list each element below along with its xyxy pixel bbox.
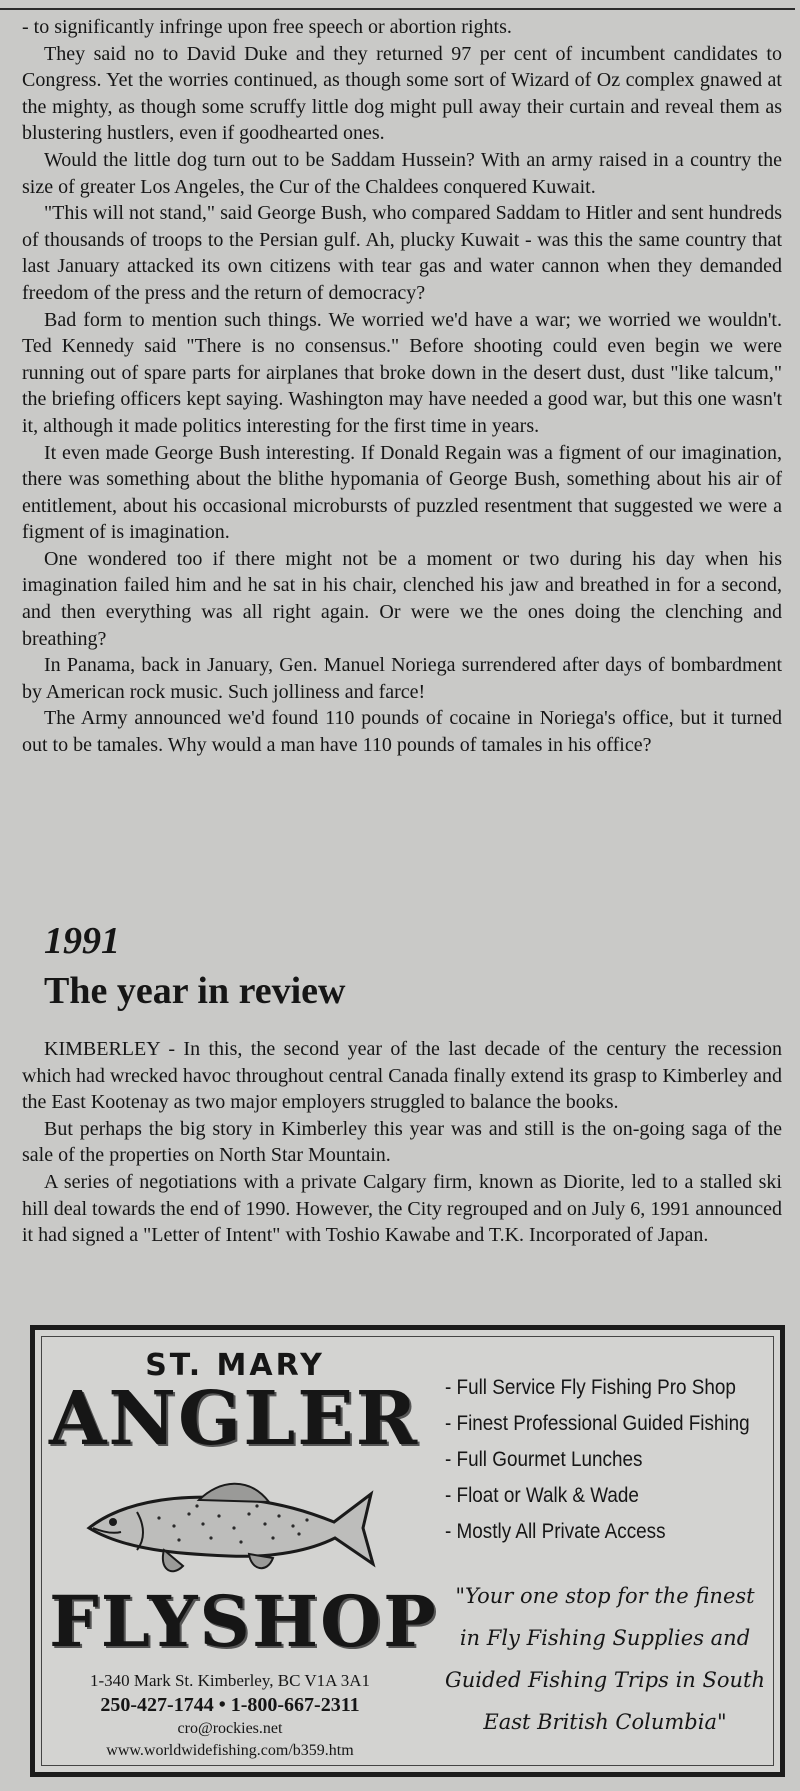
tagline-line: East British Columbia"	[483, 1710, 727, 1734]
top-rule	[0, 8, 795, 10]
ad-tagline	[435, 1575, 775, 1743]
trout-illustration	[79, 1466, 379, 1586]
article-paragraph: - to significantly infringe upon free speech or abortion rights.	[22, 16, 512, 38]
tagline-line: in Fly Fishing Supplies and	[459, 1626, 751, 1650]
headline-title: The year in review	[44, 970, 346, 1012]
article-paragraph: The Army announced we'd found 110 pounds of cocaine in Noriega's office, but it turned out to be tamales. Why would a man have 110 pounds of tamales in his office?	[22, 707, 782, 757]
contact-block	[45, 1670, 415, 1762]
section-headline	[44, 918, 764, 1014]
brand-top-text: ST. MARY	[145, 1348, 325, 1383]
feature-list	[445, 1370, 751, 1550]
shop-phones: 250-427-1744 • 1-800-667-2311	[100, 1694, 360, 1716]
article-paragraph: One wondered too if there might not be a moment or two during his day when his imagination failed him and he sat in his chair, clenched his jaw and breathed in for a second, and then everything was all right again. Or were we the ones doing the clenching and breathing?	[22, 547, 782, 650]
article-continuation	[22, 14, 782, 759]
headline-year: 1991	[44, 920, 120, 962]
tagline-line: "Your one stop for the finest	[455, 1584, 755, 1608]
brand-angler-text: ANGLER	[49, 1376, 420, 1462]
feature-item: - Mostly All Private Access	[445, 1520, 666, 1543]
article-paragraph: In Panama, back in January, Gen. Manuel Noriega surrendered after days of bombardment by American rock music. Such jolliness and farce!	[22, 654, 782, 703]
article-paragraph: Bad form to mention such things. We worried we'd have a war; we worried we wouldn't. Ted Kennedy said "There is no consensus." Before shooting could even begin we were running out of spare parts for airplanes that broke down in the desert dust, dust "like talcum," the briefing officers kept saying. Washington may have needed a good war, but this one wasn't it, although it made politics interesting for the first time in years.	[22, 308, 782, 437]
shop-email: cro@rockies.net	[177, 1720, 283, 1737]
article-paragraph: A series of negotiations with a private Calgary firm, known as Diorite, led to a stalled ski hill deal towards the end of 1990. However, the City regrouped and on July 6, 1991 announced it had signed a "Letter of Intent" with Toshio Kawabe and T.K. Incorporated of Japan.	[22, 1170, 782, 1247]
article-paragraph: It even made George Bush interesting. If Donald Regain was a figment of our imagination, there was something about the blithe hypomania of George Bush, something about his air of entitlement, about his occasional microbursts of puzzled resentment that suggested we were a figment of is imagination.	[22, 441, 782, 544]
shop-website: www.worldwidefishing.com/b359.htm	[106, 1742, 354, 1759]
feature-item: - Full Gourmet Lunches	[445, 1448, 643, 1471]
article-paragraph: Would the little dog turn out to be Saddam Hussein? With an army raised in a country the size of greater Los Angeles, the Cur of the Chaldees conquered Kuwait.	[22, 148, 782, 198]
article-paragraph: "This will not stand," said George Bush, who compared Saddam to Hitler and sent hundreds of thousands of troops to the Persian gulf. Ah, plucky Kuwait - was this the same country that last January attacked its own citizens with tear gas and water cannon when they demanded freedom of the press and the return of democracy?	[22, 202, 782, 304]
feature-item: - Full Service Fly Fishing Pro Shop	[445, 1376, 736, 1399]
year-in-review-article	[22, 1036, 782, 1249]
article-paragraph: But perhaps the big story in Kimberley this year was and still is the on-going saga of the sale of the properties on North Star Mountain.	[22, 1117, 782, 1167]
article-paragraph: KIMBERLEY - In this, the second year of the last decade of the century the recession which had wrecked havoc throughout central Canada finally extend its grasp to Kimberley and the East Kootenay as two major employers struggled to balance the books.	[22, 1038, 782, 1114]
flyshop-advertisement	[30, 1325, 785, 1777]
tagline-line: Guided Fishing Trips in South	[444, 1668, 766, 1692]
feature-item: - Finest Professional Guided Fishing	[445, 1412, 750, 1435]
article-paragraph: They said no to David Duke and they returned 97 per cent of incumbent candidates to Congress. Yet the worries continued, as though some sort of Wizard of Oz complex gnawed at the mighty, as though some scruffy little dog might pull away their curtain and reveal them as blustering hustlers, even if goodhearted ones.	[22, 42, 782, 145]
feature-item: - Float or Walk & Wade	[445, 1484, 639, 1507]
shop-address: 1-340 Mark St. Kimberley, BC V1A 3A1	[89, 1671, 371, 1690]
brand-flyshop-text: FLYSHOP	[49, 1580, 438, 1663]
